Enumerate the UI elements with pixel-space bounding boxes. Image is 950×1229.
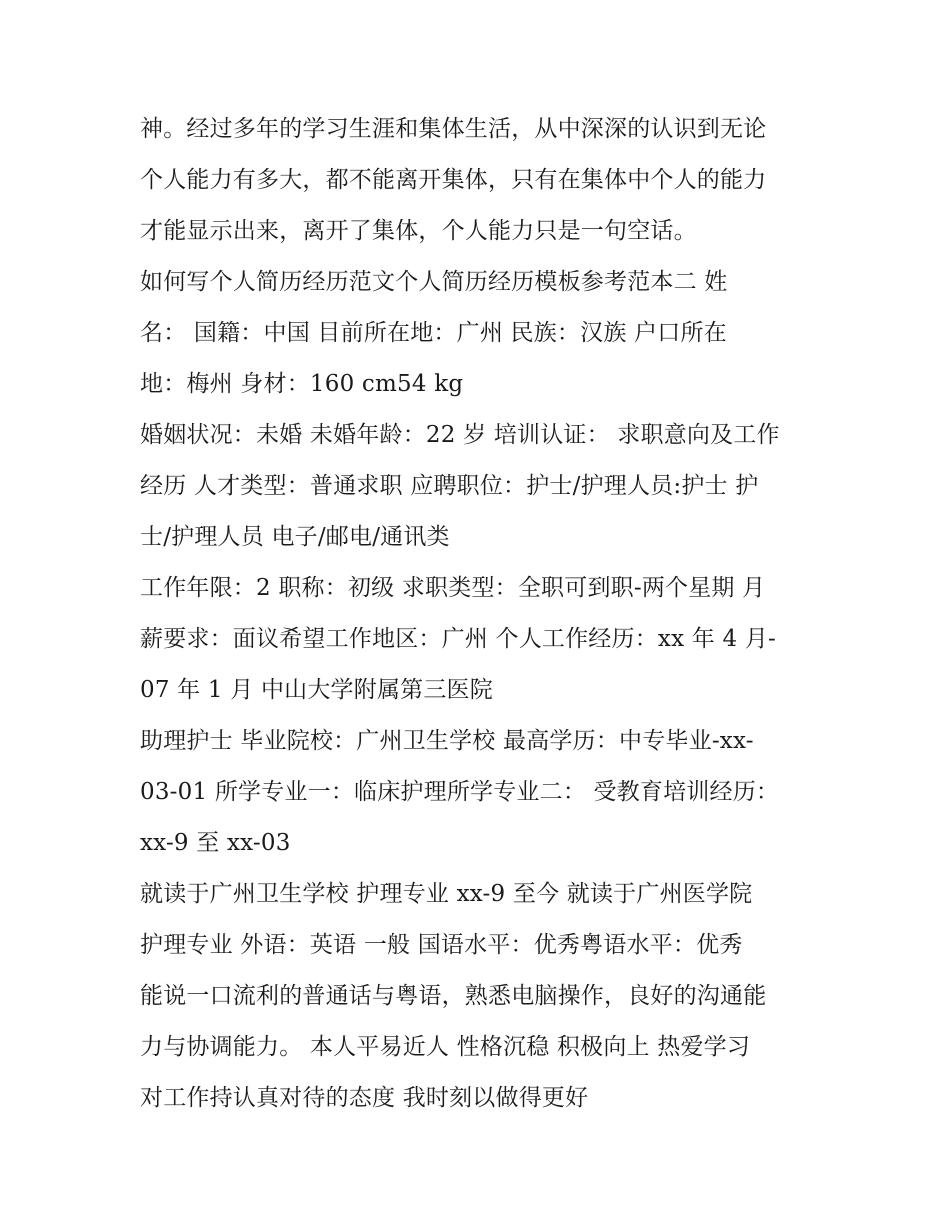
text-line: 力与协调能力。 本人平易近人 性格沉稳 积极向上 热爱学习 [140, 1034, 751, 1060]
text-line: 助理护士 毕业院校：广州卫生学校 最高学历：中专毕业-xx- [140, 728, 754, 754]
text-line: 士/护理人员 电子/邮电/通讯类 [140, 524, 450, 550]
text-line: 能说一口流利的普通话与粤语，熟悉电脑操作，良好的沟通能 [140, 983, 767, 1009]
text-line: 名： 国籍：中国 目前所在地：广州 民族：汉族 户口所在 [140, 320, 727, 346]
text-line: 地：梅州 身材：160 cm54 kg [140, 371, 464, 397]
text-line: 才能显示出来，离开了集体，个人能力只是一句空话。 [140, 218, 697, 244]
text-line: 护理专业 外语：英语 一般 国语水平：优秀粤语水平：优秀 [140, 932, 743, 958]
text-line: 婚姻状况：未婚 未婚年龄：22 岁 培训认证： 求职意向及工作 [140, 422, 780, 448]
text-line: 经历 人才类型：普通求职 应聘职位：护士/护理人员:护士 护 [140, 473, 759, 499]
text-line: 如何写个人简历经历范文个人简历经历模板参考范本二 姓 [140, 269, 728, 295]
text-line: 07 年 1 月 中山大学附属第三医院 [140, 677, 493, 703]
text-line: 工作年限：2 职称：初级 求职类型：全职可到职-两个星期 月 [140, 575, 766, 601]
text-line: 个人能力有多大，都不能离开集体，只有在集体中个人的能力 [140, 167, 767, 193]
body-text [140, 104, 830, 1124]
text-line: xx-9 至 xx-03 [140, 830, 291, 856]
text-line: 神。经过多年的学习生涯和集体生活，从中深深的认识到无论 [140, 116, 767, 142]
text-line: 对工作持认真对待的态度 我时刻以做得更好 [140, 1085, 589, 1111]
text-line: 薪要求：面议希望工作地区：广州 个人工作经历：xx 年 4 月- [140, 626, 776, 652]
text-line: 就读于广州卫生学校 护理专业 xx-9 至今 就读于广州医学院 [140, 881, 753, 907]
text-line: 03-01 所学专业一：临床护理所学专业二： 受教育培训经历： [140, 779, 780, 805]
